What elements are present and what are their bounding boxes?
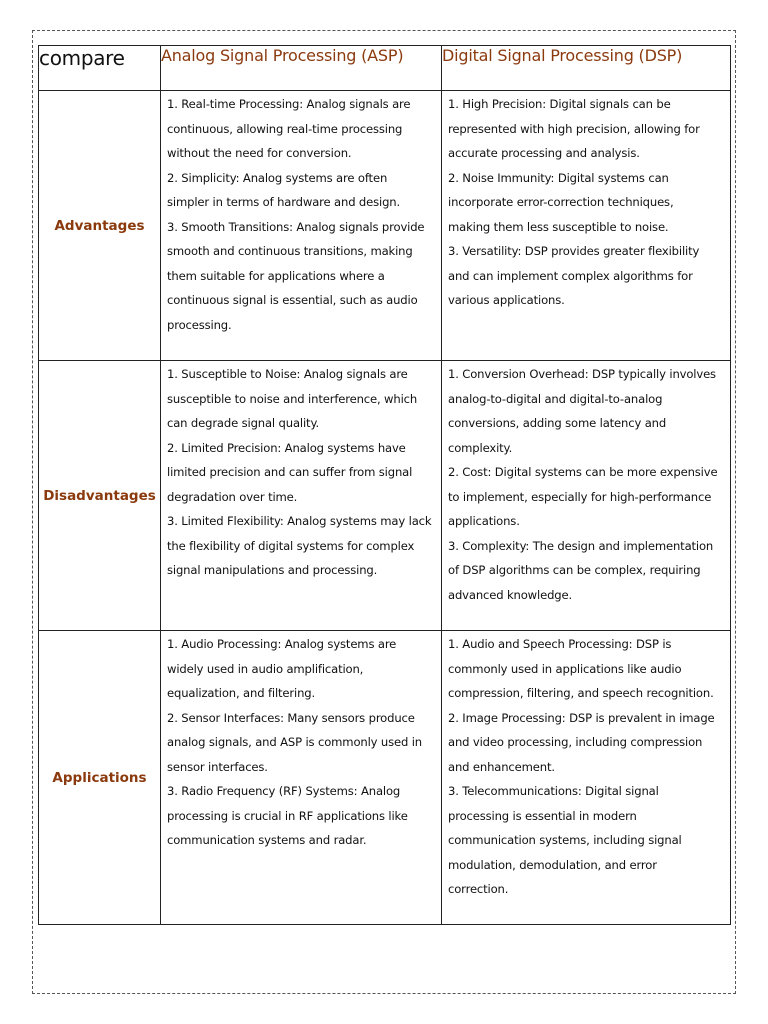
row-label-disadvantages: Disadvantages <box>39 361 161 631</box>
cell-text-line: and can implement complex algorithms for <box>448 268 693 283</box>
header-row <box>39 46 731 91</box>
cell-text-line: conversions, adding some latency and <box>448 416 667 430</box>
cell-text-line: represented with high precision, allowing for <box>448 121 700 136</box>
cell-text-line: communication systems, including signal <box>448 833 682 847</box>
cell-text-line: compression, filtering, and speech recognition. <box>448 686 714 700</box>
row-advantages <box>39 91 731 361</box>
cell-text-line: the flexibility of digital systems for complex <box>167 538 415 553</box>
advantages-dsp-cell <box>442 91 731 361</box>
cell-text-line: equalization, and filtering. <box>167 686 316 700</box>
applications-dsp-cell <box>442 631 731 925</box>
cell-text-line: applications. <box>448 514 520 528</box>
comparison-table <box>38 45 731 925</box>
cell-text-line: 2. Cost: Digital systems can be more expensive <box>448 465 718 479</box>
cell-text-line: susceptible to noise and interference, which <box>167 391 418 406</box>
row-label-advantages: Advantages <box>39 91 161 361</box>
row-disadvantages <box>39 361 731 631</box>
cell-text-line: advanced knowledge. <box>448 587 573 602</box>
cell-text-line: analog-to-digital and digital-to-analog <box>448 391 663 406</box>
cell-text-line: 1. High Precision: Digital signals can be <box>448 97 671 111</box>
cell-text-line: continuous signal is essential, such as audio <box>167 293 418 307</box>
cell-text-line: without the need for conversion. <box>167 146 352 160</box>
cell-text-line: degradation over time. <box>167 489 298 504</box>
cell-text-line: smooth and continuous transitions, making <box>167 244 413 258</box>
advantages-asp-cell <box>161 91 442 361</box>
cell-text-line: sensor interfaces. <box>167 759 268 774</box>
cell-text-line: processing. <box>167 317 232 332</box>
cell-text-line: of DSP algorithms can be complex, requiring <box>448 563 701 577</box>
cell-text-line: 2. Simplicity: Analog systems are often <box>167 170 388 185</box>
cell-text-line: 3. Telecommunications: Digital signal <box>448 784 659 798</box>
cell-text-line: processing is crucial in RF applications like <box>167 808 408 823</box>
cell-text-line: 1. Conversion Overhead: DSP typically involves <box>448 367 716 381</box>
cell-text-line: signal manipulations and processing. <box>167 563 378 577</box>
header-asp: Analog Signal Processing (ASP) <box>161 46 442 91</box>
cell-text-line: 1. Real-time Processing: Analog signals are <box>167 97 411 111</box>
disadvantages-dsp-cell <box>442 361 731 631</box>
cell-text-line: 1. Audio and Speech Processing: DSP is <box>448 637 672 651</box>
cell-text-line: widely used in audio amplification, <box>167 661 364 676</box>
cell-text-line: 1. Susceptible to Noise: Analog signals are <box>167 367 408 381</box>
cell-text-line: and enhancement. <box>448 759 555 774</box>
row-applications <box>39 631 731 925</box>
header-dsp: Digital Signal Processing (DSP) <box>442 46 731 91</box>
cell-text-line: 3. Complexity: The design and implementation <box>448 538 714 553</box>
header-compare: compare <box>39 46 161 91</box>
cell-text-line: 3. Smooth Transitions: Analog signals provide <box>167 219 425 234</box>
cell-text-line: complexity. <box>448 440 513 455</box>
cell-text-line: modulation, demodulation, and error <box>448 857 657 872</box>
cell-text-line: continuous, allowing real-time processing <box>167 121 403 136</box>
cell-text-line: limited precision and can suffer from signal <box>167 465 413 479</box>
cell-text-line: 3. Versatility: DSP provides greater flexibility <box>448 244 700 258</box>
row-label-applications: Applications <box>39 631 161 925</box>
cell-text-line: commonly used in applications like audio <box>448 661 682 676</box>
cell-text-line: 2. Sensor Interfaces: Many sensors produce <box>167 710 415 725</box>
cell-text-line: 2. Limited Precision: Analog systems have <box>167 440 406 455</box>
cell-text-line: correction. <box>448 882 509 896</box>
cell-text-line: 2. Image Processing: DSP is prevalent in image <box>448 710 715 725</box>
cell-text-line: 3. Radio Frequency (RF) Systems: Analog <box>167 784 401 798</box>
cell-text-line: 2. Noise Immunity: Digital systems can <box>448 170 669 185</box>
cell-text-line: can degrade signal quality. <box>167 416 320 430</box>
cell-text-line: them suitable for applications where a <box>167 268 385 283</box>
cell-text-line: 3. Limited Flexibility: Analog systems may lack <box>167 514 432 528</box>
cell-text-line: simpler in terms of hardware and design. <box>167 195 401 209</box>
applications-asp-cell <box>161 631 442 925</box>
cell-text-line: making them less susceptible to noise. <box>448 219 669 234</box>
cell-text-line: various applications. <box>448 293 565 307</box>
cell-text-line: to implement, especially for high-performance <box>448 489 712 504</box>
cell-text-line: analog signals, and ASP is commonly used in <box>167 735 422 749</box>
cell-text-line: accurate processing and analysis. <box>448 146 640 160</box>
cell-text-line: 1. Audio Processing: Analog systems are <box>167 637 397 651</box>
cell-text-line: and video processing, including compression <box>448 735 703 749</box>
cell-text-line: communication systems and radar. <box>167 833 367 847</box>
cell-text-line: incorporate error-correction techniques, <box>448 195 674 209</box>
disadvantages-asp-cell <box>161 361 442 631</box>
cell-text-line: processing is essential in modern <box>448 808 637 823</box>
